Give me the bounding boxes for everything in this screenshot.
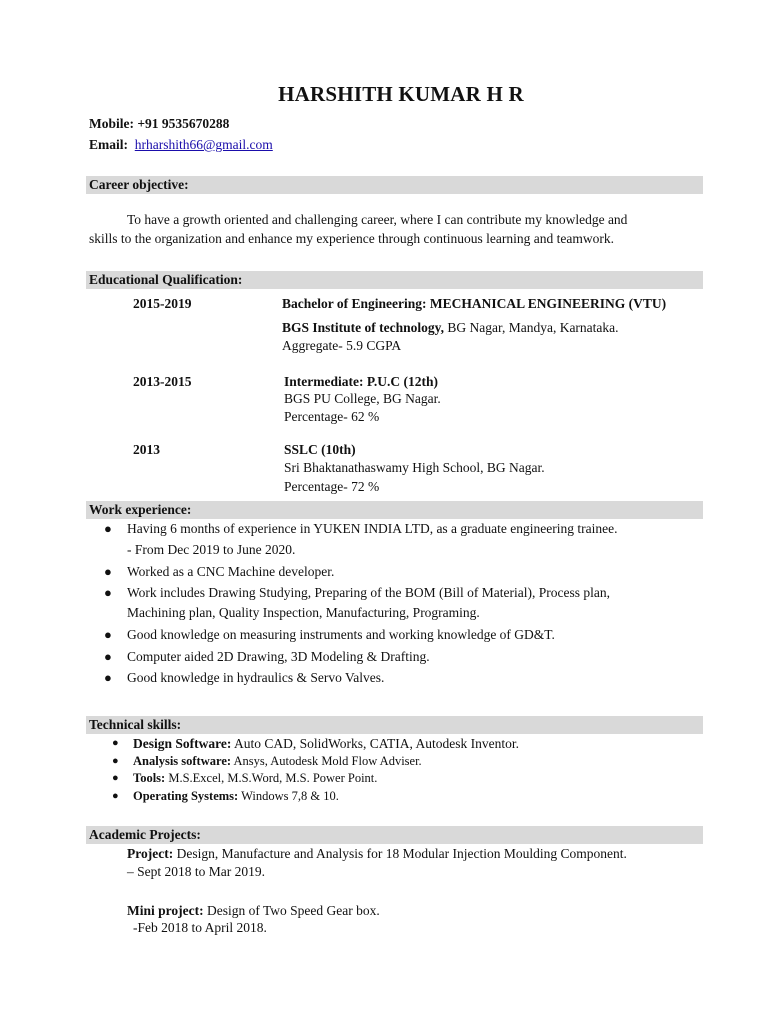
- edu-title: SSLC (10th): [284, 442, 356, 457]
- bullet-dot-icon: ●: [104, 670, 112, 685]
- project-line: [127, 846, 627, 862]
- bullet-dot-icon: ●: [104, 564, 112, 579]
- technical-skills-heading: Technical skills:: [89, 717, 182, 732]
- email-row: [89, 137, 273, 153]
- edu-title: Intermediate: P.U.C (12th): [284, 374, 438, 389]
- project-date: – Sept 2018 to Mar 2019.: [127, 864, 265, 879]
- work-item: Good knowledge on measuring instruments and working knowledge of GD&T.: [127, 627, 555, 642]
- mini-project-label: Mini project:: [127, 903, 204, 918]
- mini-project-text: Design of Two Speed Gear box.: [203, 903, 380, 918]
- skill-item: [133, 771, 377, 786]
- work-item-cont: Machining plan, Quality Inspection, Manufacturing, Programing.: [127, 605, 480, 620]
- edu-school: BGS PU College, BG Nagar.: [284, 391, 441, 406]
- skill-value: Auto CAD, SolidWorks, CATIA, Autodesk Inventor.: [231, 736, 520, 751]
- career-objective-heading: Career objective:: [89, 177, 189, 192]
- mobile-number: Mobile: +91 9535670288: [89, 116, 230, 131]
- edu-years: 2013: [133, 442, 160, 457]
- edu-score: Percentage- 72 %: [284, 479, 380, 494]
- bullet-dot-icon: ●: [112, 737, 119, 749]
- candidate-name: HARSHITH KUMAR H R: [278, 82, 524, 106]
- bullet-dot-icon: ●: [104, 585, 112, 600]
- edu-school-name: BGS Institute of technology,: [282, 320, 445, 335]
- bullet-dot-icon: ●: [104, 649, 112, 664]
- academic-projects-header: [86, 826, 703, 844]
- bullet-dot-icon: ●: [112, 790, 119, 802]
- edu-school-place: BG Nagar, Mandya, Karnataka.: [444, 320, 619, 335]
- work-item: Good knowledge in hydraulics & Servo Valves.: [127, 670, 385, 685]
- career-objective-line1: To have a growth oriented and challenging career, where I can contribute my knowledge and: [127, 212, 628, 227]
- edu-score: Percentage- 62 %: [284, 409, 380, 424]
- education-heading: Educational Qualification:: [89, 272, 243, 287]
- bullet-dot-icon: ●: [104, 627, 112, 642]
- academic-projects-heading: Academic Projects:: [89, 827, 201, 842]
- skill-label: Operating Systems:: [133, 789, 239, 803]
- email-label: Email:: [89, 137, 128, 152]
- bullet-dot-icon: ●: [104, 521, 112, 536]
- skill-value: Ansys, Autodesk Mold Flow Adviser.: [231, 754, 422, 768]
- skill-label: Tools:: [133, 771, 166, 785]
- skill-item: [133, 789, 339, 804]
- skill-label: Analysis software:: [133, 754, 232, 768]
- skill-label: Design Software:: [133, 736, 232, 751]
- skill-value: M.S.Excel, M.S.Word, M.S. Power Point.: [165, 771, 378, 785]
- skill-item: [133, 736, 519, 752]
- career-objective-header: [86, 176, 703, 194]
- edu-title: Bachelor of Engineering: MECHANICAL ENGINEERING (VTU): [282, 296, 667, 311]
- work-experience-heading: Work experience:: [89, 502, 192, 517]
- work-experience-header: [86, 501, 703, 519]
- edu-score: Aggregate- 5.9 CGPA: [282, 338, 402, 353]
- email-link[interactable]: hrharshith66@gmail.com: [134, 137, 273, 152]
- edu-school: Sri Bhaktanathaswamy High School, BG Nagar.: [284, 460, 545, 475]
- edu-school: [282, 320, 619, 336]
- education-header: [86, 271, 703, 289]
- technical-skills-header: [86, 716, 703, 734]
- mini-project-date: -Feb 2018 to April 2018.: [133, 920, 267, 935]
- work-item: Having 6 months of experience in YUKEN INDIA LTD, as a graduate engineering trainee.: [127, 521, 618, 536]
- edu-years: 2013-2015: [133, 374, 192, 389]
- project-text: Design, Manufacture and Analysis for 18 Modular Injection Moulding Component.: [173, 846, 627, 861]
- work-item: Computer aided 2D Drawing, 3D Modeling & Drafting.: [127, 649, 430, 664]
- skill-item: [133, 754, 422, 769]
- career-objective-line2: skills to the organization and enhance my experience through continuous learning and teamwork.: [89, 231, 614, 246]
- bullet-dot-icon: ●: [112, 772, 119, 784]
- work-item: Worked as a CNC Machine developer.: [127, 564, 335, 579]
- work-item: Work includes Drawing Studying, Preparing of the BOM (Bill of Material), Process plan,: [127, 585, 610, 600]
- mini-project-line: [127, 903, 380, 919]
- work-item-sub: - From Dec 2019 to June 2020.: [127, 542, 296, 557]
- skill-value: Windows 7,8 & 10.: [238, 789, 339, 803]
- bullet-dot-icon: ●: [112, 755, 119, 767]
- project-label: Project:: [127, 846, 174, 861]
- edu-years: 2015-2019: [133, 296, 192, 311]
